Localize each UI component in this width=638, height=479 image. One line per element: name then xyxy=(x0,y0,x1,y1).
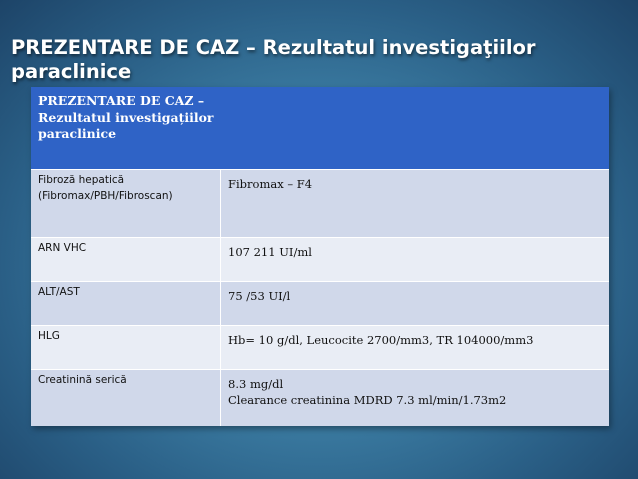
table-header-value xyxy=(221,87,609,169)
table-header-row xyxy=(31,87,609,169)
table-row xyxy=(31,237,609,281)
table-row xyxy=(31,369,609,426)
row-label-fibroza: Fibroză hepatică (Fibromax/PBH/Fibroscan) xyxy=(31,170,221,237)
row-value-arn-vhc: 107 211 UI/ml xyxy=(228,245,312,259)
results-table xyxy=(31,87,609,426)
slide-title: PREZENTARE DE CAZ – Rezultatul investigaţiilor paraclinice xyxy=(11,36,536,83)
row-value-hlg: Hb= 10 g/dl, Leucocite 2700/mm3, TR 104000/mm3 xyxy=(228,333,534,347)
row-label-creatinina: Creatinină serică xyxy=(31,370,221,426)
table-header-label: PREZENTARE DE CAZ – Rezultatul investigațiilor paraclinice xyxy=(38,93,214,141)
table-row xyxy=(31,281,609,325)
row-value-alt-ast: 75 /53 UI/l xyxy=(228,289,291,303)
row-label-arn-vhc: ARN VHC xyxy=(31,238,221,281)
row-label-hlg: HLG xyxy=(31,326,221,369)
row-value-fibroza: Fibromax – F4 xyxy=(228,177,313,191)
table-row xyxy=(31,325,609,369)
clearance-value: Clearance creatinina MDRD 7.3 ml/min/1.73m2 xyxy=(228,393,507,407)
table-row xyxy=(31,169,609,237)
row-value-creatinina xyxy=(221,370,609,426)
creatinina-value: 8.3 mg/dl xyxy=(228,377,284,391)
row-label-alt-ast: ALT/AST xyxy=(31,282,221,325)
